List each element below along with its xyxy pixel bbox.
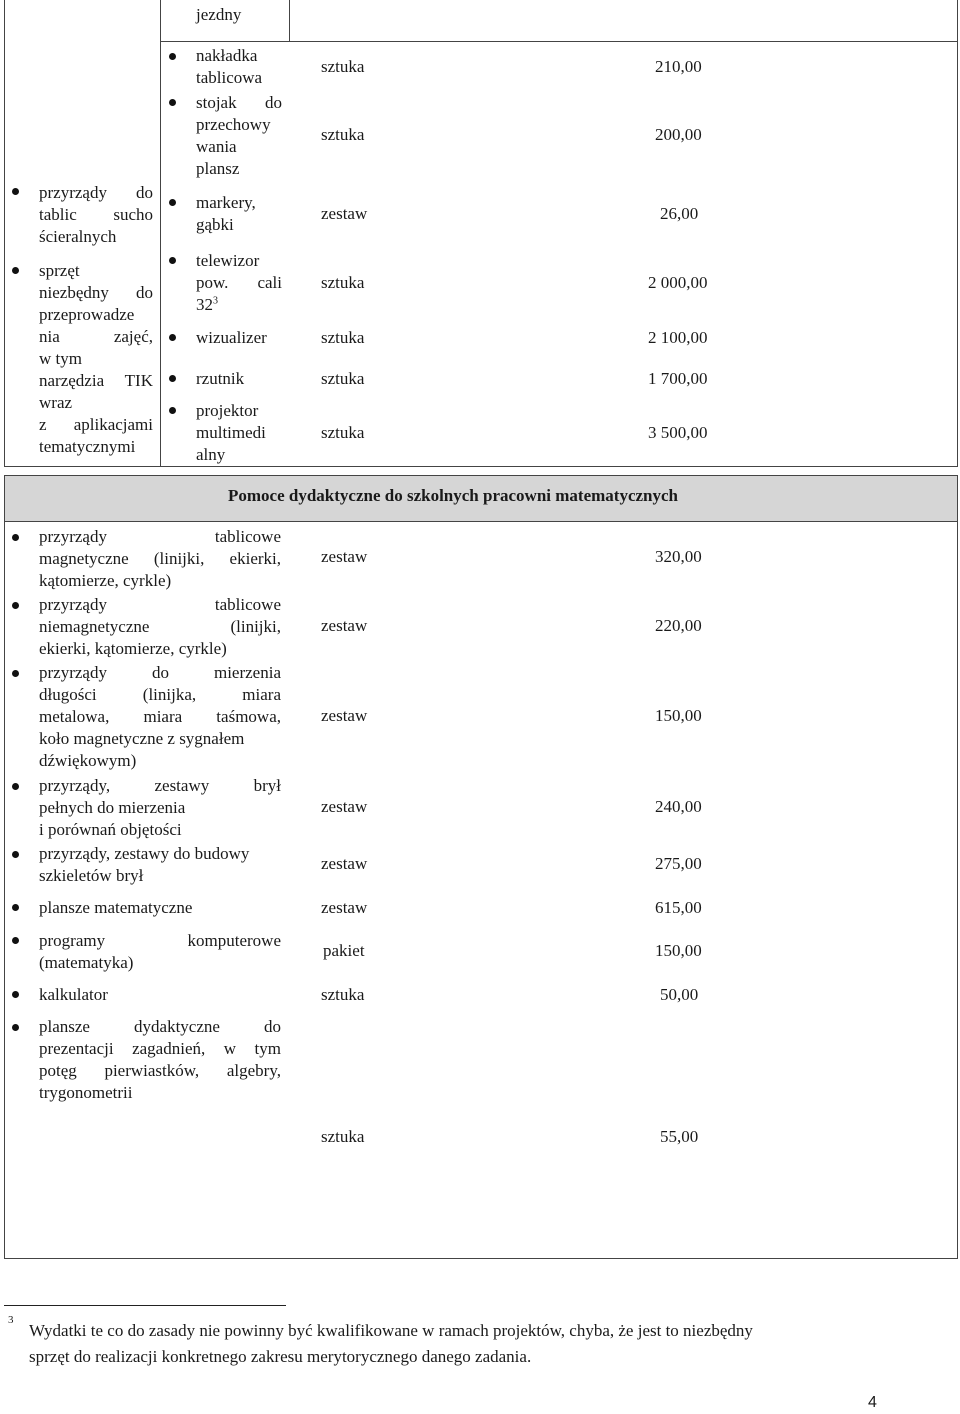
item-name-line xyxy=(196,294,282,316)
item-name-line: potęg pierwiastków, algebry, xyxy=(39,1061,281,1080)
item-name-line: kalkulator xyxy=(39,985,108,1004)
item-price: 55,00 xyxy=(660,1127,699,1146)
item-unit: zestaw xyxy=(321,616,368,635)
bullet xyxy=(12,602,19,609)
item-name-line: markery, xyxy=(196,193,256,212)
item-name-line: pow. cali xyxy=(196,273,282,292)
item-price: 615,00 xyxy=(655,898,702,917)
item-name-line: stojak do xyxy=(196,93,282,112)
item-name-line: multimedi xyxy=(196,423,266,442)
bullet xyxy=(12,188,19,195)
item-name-line: gąbki xyxy=(196,215,234,234)
item-price: 210,00 xyxy=(655,57,702,76)
item-name-line: przyrządy tablicowe xyxy=(39,595,281,614)
item-price: 50,00 xyxy=(660,985,699,1004)
item-name-line: przechowy xyxy=(196,115,271,134)
item-unit: sztuka xyxy=(321,273,365,292)
item-name-line: projektor xyxy=(196,401,259,420)
table-border-bottom xyxy=(4,1258,958,1259)
top-cell-fragment: jezdny xyxy=(196,5,242,24)
item-unit: zestaw xyxy=(321,706,368,725)
table-row-divider xyxy=(160,41,957,42)
table-border xyxy=(4,475,958,476)
item-name xyxy=(39,930,281,974)
item-price: 150,00 xyxy=(655,941,702,960)
bullet xyxy=(169,407,176,414)
bullet xyxy=(169,375,176,382)
category-tik-equipment xyxy=(39,260,153,458)
item-unit: sztuka xyxy=(321,1127,365,1146)
bullet xyxy=(169,334,176,341)
item-price: 1 700,00 xyxy=(648,369,708,388)
item-name-line: ekierki, kątomierze, cyrkle) xyxy=(39,639,227,658)
item-name-line: niemagnetyczne (linijki, xyxy=(39,617,281,636)
bullet xyxy=(169,99,176,106)
category-line: narzędzia TIK xyxy=(39,371,153,390)
item-name-line: prezentacji zagadnień, w tym xyxy=(39,1039,281,1058)
table-border-bottom xyxy=(4,466,958,467)
item-price: 2 100,00 xyxy=(648,328,708,347)
category-line: tablic sucho xyxy=(39,205,153,224)
item-unit: zestaw xyxy=(321,898,368,917)
item-price: 220,00 xyxy=(655,616,702,635)
item-name xyxy=(196,250,282,316)
table-border-left xyxy=(4,475,5,1259)
category-line: wraz xyxy=(39,393,73,412)
item-name xyxy=(39,775,281,841)
item-name-line: dźwiękowym) xyxy=(39,751,137,770)
item-unit: sztuka xyxy=(321,369,365,388)
item-unit: sztuka xyxy=(321,423,365,442)
item-name-line: programy komputerowe xyxy=(39,931,281,950)
item-name-line: koło magnetyczne z sygnałem xyxy=(39,729,245,748)
item-name-line: przyrządy, zestawy do budowy xyxy=(39,844,250,863)
bullet xyxy=(12,937,19,944)
section-header: Pomoce dydaktyczne do szkolnych pracowni matematycznych xyxy=(228,486,678,505)
item-unit: sztuka xyxy=(321,985,365,1004)
item-unit: sztuka xyxy=(321,328,365,347)
table-column-divider xyxy=(160,0,161,466)
item-name-line: nakładka xyxy=(196,46,258,65)
item-name-line: alny xyxy=(196,445,226,464)
bullet xyxy=(12,851,19,858)
item-name-line: przyrządy do mierzenia xyxy=(39,663,281,682)
item-name-line: przyrządy tablicowe xyxy=(39,527,281,546)
item-unit: sztuka xyxy=(321,57,365,76)
item-name-line: tablicowa xyxy=(196,68,263,87)
category-line: przyrządy do xyxy=(39,183,153,202)
table-column-divider-top xyxy=(289,0,290,41)
item-name xyxy=(196,92,282,180)
item-unit: pakiet xyxy=(323,941,365,960)
item-name-line: wizualizer xyxy=(196,328,267,347)
footnote-separator xyxy=(4,1305,286,1306)
item-price: 150,00 xyxy=(655,706,702,725)
item-unit: zestaw xyxy=(321,854,368,873)
bullet xyxy=(169,199,176,206)
bullet xyxy=(12,991,19,998)
item-name xyxy=(39,594,281,660)
item-unit: zestaw xyxy=(321,204,368,223)
category-line: z aplikacjami xyxy=(39,415,153,434)
item-name xyxy=(39,662,281,772)
footnote-text-line: Wydatki te co do zasady nie powinny być kwalifikowane w ramach projektów, chyba, że jest to niezbędny xyxy=(29,1321,753,1340)
item-unit: zestaw xyxy=(321,797,368,816)
footnote-number: 3 xyxy=(8,1314,14,1326)
category-line: ścieralnych xyxy=(39,227,117,246)
item-price: 200,00 xyxy=(655,125,702,144)
item-price: 240,00 xyxy=(655,797,702,816)
bullet xyxy=(169,257,176,264)
bullet xyxy=(12,267,19,274)
table-border-right xyxy=(957,475,958,1259)
item-name-line: metalowa, miara taśmowa, xyxy=(39,707,281,726)
bullet xyxy=(169,53,176,60)
footnote-ref: 3 xyxy=(213,295,218,307)
item-price: 320,00 xyxy=(655,547,702,566)
item-name-line: plansz xyxy=(196,159,240,178)
category-line: przeprowadze xyxy=(39,305,135,324)
item-name-line: pełnych do mierzenia xyxy=(39,798,186,817)
item-name-line: magnetyczne (linijki, ekierki, xyxy=(39,549,281,568)
category-line: w tym xyxy=(39,349,82,368)
item-name-line: plansze matematyczne xyxy=(39,898,193,917)
item-name-line: wania xyxy=(196,137,237,156)
item-price: 2 000,00 xyxy=(648,273,708,292)
item-name-line: plansze dydaktyczne do xyxy=(39,1017,281,1036)
item-price: 3 500,00 xyxy=(648,423,708,442)
item-name-line: długości (linijka, miara xyxy=(39,685,281,704)
category-dry-erase xyxy=(39,182,153,248)
category-line: nia zajęć, xyxy=(39,327,153,346)
item-name-line: rzutnik xyxy=(196,369,245,388)
category-line: niezbędny do xyxy=(39,283,153,302)
page-number: 4 xyxy=(868,1394,877,1411)
item-name xyxy=(39,843,281,887)
item-name-line-text: 32 xyxy=(196,295,213,314)
table-border xyxy=(4,521,958,522)
category-line: tematycznymi xyxy=(39,437,136,456)
item-name-line: i porównań objętości xyxy=(39,820,182,839)
bullet xyxy=(12,1024,19,1031)
item-unit: zestaw xyxy=(321,547,368,566)
item-price: 275,00 xyxy=(655,854,702,873)
item-price: 26,00 xyxy=(660,204,699,223)
item-name-line: kątomierze, cyrkle) xyxy=(39,571,172,590)
item-name-line: telewizor xyxy=(196,251,260,270)
item-name xyxy=(39,1016,281,1104)
category-line: sprzęt xyxy=(39,261,80,280)
item-name-line: szkieletów brył xyxy=(39,866,144,885)
table-border-left xyxy=(4,0,5,466)
bullet xyxy=(12,904,19,911)
bullet xyxy=(12,670,19,677)
footnote-text-line: sprzęt do realizacji konkretnego zakresu merytorycznego danego zadania. xyxy=(29,1347,532,1366)
item-unit: sztuka xyxy=(321,125,365,144)
bullet xyxy=(12,783,19,790)
bullet xyxy=(12,534,19,541)
item-name xyxy=(39,526,281,592)
item-name-line: przyrządy, zestawy brył xyxy=(39,776,281,795)
item-name-line: trygonometrii xyxy=(39,1083,133,1102)
table-border-right xyxy=(957,0,958,466)
item-name-line: (matematyka) xyxy=(39,953,134,972)
